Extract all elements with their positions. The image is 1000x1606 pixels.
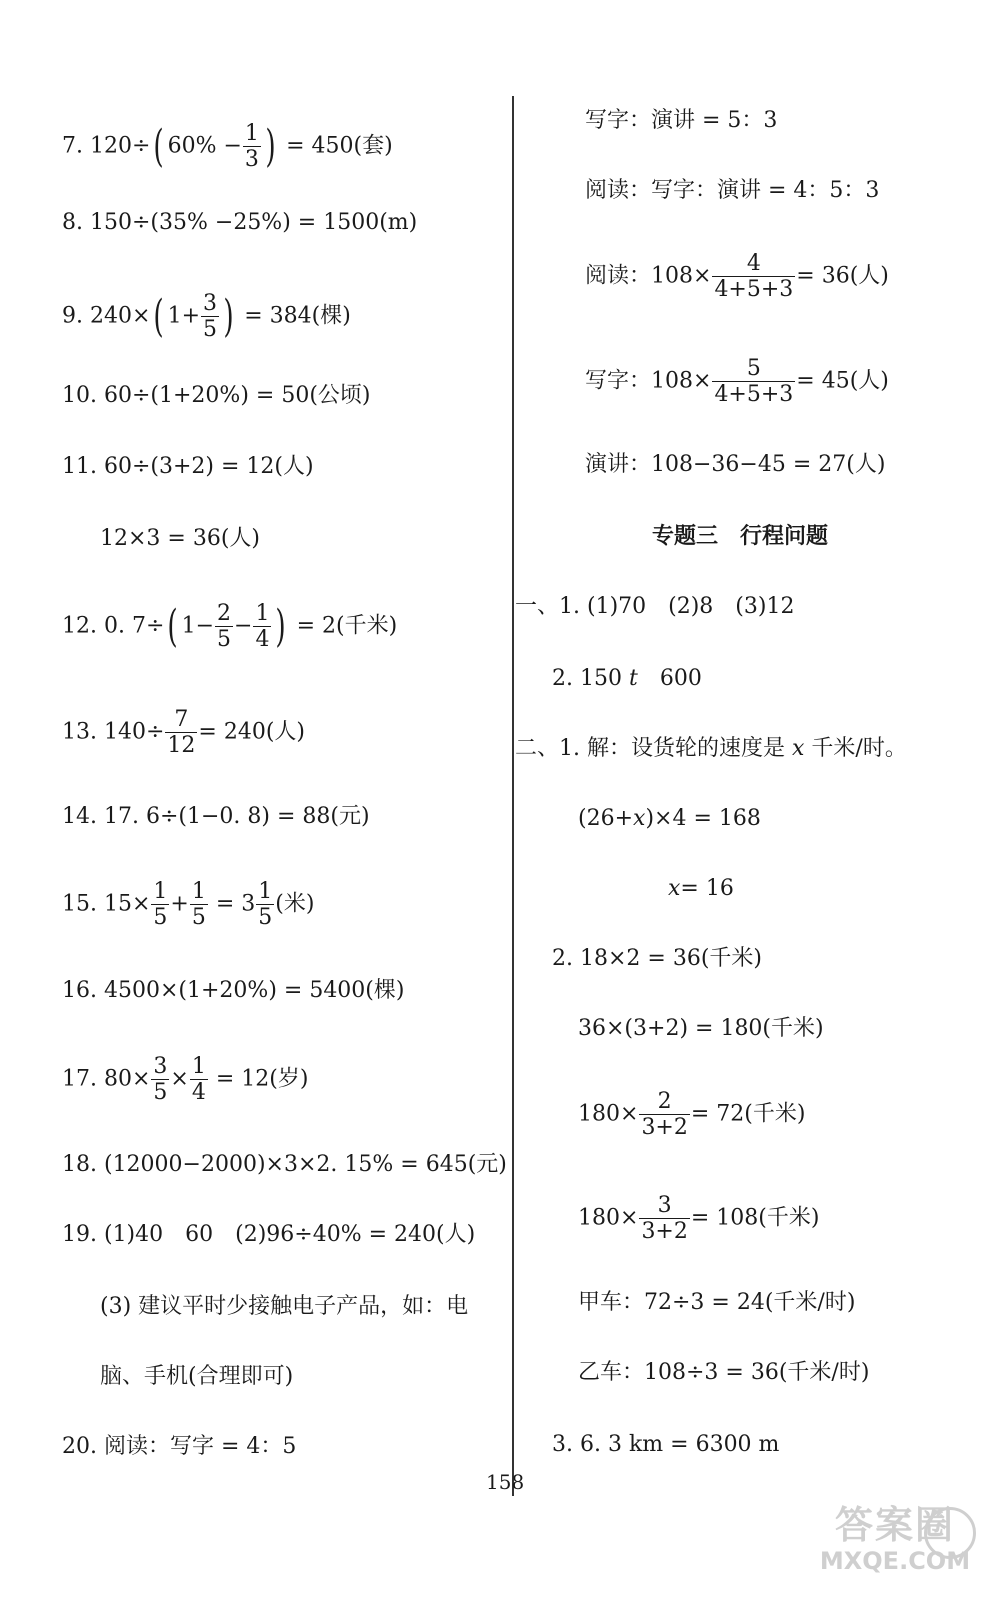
- answer-20-ratio-1: 写字：演讲 = 5：3: [585, 108, 778, 133]
- answer-19-part3-cont: 脑、手机(合理即可): [100, 1364, 294, 1389]
- part1-q1: 一、1. (1)70 (2)8 (3)12: [515, 594, 795, 619]
- part2-q2-step4: 180× $\frac{3}{3+2}$ = 108(千米): [578, 1193, 820, 1245]
- part2-q1-solution: x= 16: [668, 876, 734, 901]
- part2-q1-equation: (26+x)×4 = 168: [578, 806, 761, 831]
- part2-q1: 二、1. 解：设货轮的速度是 x 千米/时。: [515, 736, 907, 761]
- fraction: $\frac{1}{5}$: [191, 879, 206, 931]
- fraction: $\frac{1}{4}$: [191, 1054, 206, 1106]
- fraction: $\frac{5}{4+5+3}$: [714, 356, 794, 408]
- fraction: $\frac{1}{4}$: [255, 601, 270, 653]
- part2-q2-car-b: 乙车：108÷3 = 36(千米/时): [578, 1360, 870, 1385]
- fraction: $\frac{1}{5}$: [258, 879, 273, 931]
- part2-q2-car-a: 甲车：72÷3 = 24(千米/时): [578, 1290, 856, 1315]
- answer-20: 20. 阅读：写字 = 4：5: [62, 1434, 297, 1459]
- answer-8: 8. 150÷(35% −25%) = 1500(m): [62, 210, 418, 235]
- answer-18: 18. (12000−2000)×3×2. 15% = 645(元): [62, 1152, 507, 1177]
- page-number: 158: [486, 1470, 525, 1494]
- fraction: $\frac{1}{3}$: [244, 121, 259, 173]
- answer-17: 17. 80× $\frac{3}{5}$ × $\frac{1}{4}$ = 12(岁): [62, 1054, 309, 1106]
- fraction: $\frac{3}{3+2}$: [641, 1193, 688, 1245]
- answer-7: 7. 120÷( 60% − $\frac{1}{3}$ ) = 450(套): [62, 120, 393, 173]
- section-heading: 专题三 行程问题: [652, 524, 829, 549]
- answer-14: 14. 17. 6÷(1−0. 8) = 88(元): [62, 804, 370, 829]
- part2-q3: 3. 6. 3 km = 6300 m: [552, 1432, 780, 1457]
- fraction: $\frac{2}{5}$: [217, 601, 232, 653]
- part2-q2-step3: 180× $\frac{2}{3+2}$ = 72(千米): [578, 1089, 806, 1141]
- answer-9: 9. 240×( 1+ $\frac{3}{5}$ ) = 384(棵): [62, 290, 351, 343]
- answer-15: 15. 15× $\frac{1}{5}$ + $\frac{1}{5}$ = 3 $\frac{1}{5}$ (米): [62, 879, 315, 931]
- answer-12: 12. 0. 7÷( 1− $\frac{2}{5}$ − $\frac{1}{4}$ ) = 2(千米): [62, 600, 398, 653]
- watermark-seal-icon: [924, 1507, 976, 1559]
- answer-20-speech: 演讲：108−36−45 = 27(人): [585, 452, 886, 477]
- answer-20-writing: 写字：108× $\frac{5}{4+5+3}$ = 45(人): [585, 356, 889, 408]
- part2-q2: 2. 18×2 = 36(千米): [552, 946, 762, 971]
- answer-19-part3: (3) 建议平时少接触电子产品，如：电: [100, 1294, 469, 1319]
- fraction: $\frac{4}{4+5+3}$: [714, 251, 794, 303]
- answer-13: 13. 140÷ $\frac{7}{12}$ = 240(人): [62, 707, 305, 759]
- column-divider: [512, 96, 514, 1496]
- answer-16: 16. 4500×(1+20%) = 5400(棵): [62, 978, 405, 1003]
- answer-10: 10. 60÷(1+20%) = 50(公顷): [62, 383, 371, 408]
- answer-11-step2: 12×3 = 36(人): [100, 526, 261, 551]
- answer-11: 11. 60÷(3+2) = 12(人): [62, 454, 314, 479]
- watermark-logo: 答案圈 MXQE.COM: [800, 1505, 990, 1600]
- fraction: $\frac{2}{3+2}$: [641, 1089, 688, 1141]
- answer-20-reading: 阅读：108× $\frac{4}{4+5+3}$ = 36(人): [585, 251, 889, 303]
- part2-q2-step2: 36×(3+2) = 180(千米): [578, 1016, 824, 1041]
- part1-q2: 2. 150 t 600: [552, 666, 702, 691]
- fraction: $\frac{3}{5}$: [203, 291, 218, 343]
- answer-19: 19. (1)40 60 (2)96÷40% = 240(人): [62, 1222, 476, 1247]
- answer-20-ratio-2: 阅读：写字：演讲 = 4：5：3: [585, 178, 880, 203]
- fraction: $\frac{7}{12}$: [167, 707, 196, 759]
- fraction: $\frac{3}{5}$: [153, 1054, 168, 1106]
- fraction: $\frac{1}{5}$: [153, 879, 168, 931]
